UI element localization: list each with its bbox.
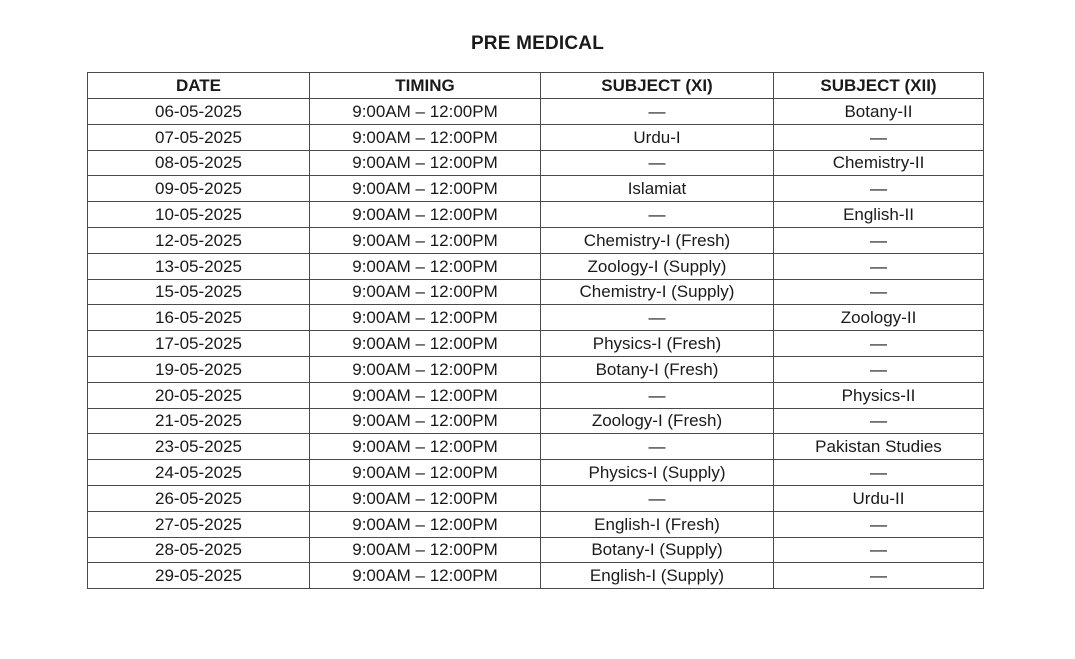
subject-xii-cell: Zoology-II bbox=[774, 305, 984, 331]
subject-xii-cell: — bbox=[774, 279, 984, 305]
subject-xi-cell: — bbox=[541, 150, 774, 176]
subject-xii-cell: — bbox=[774, 356, 984, 382]
header-timing: TIMING bbox=[310, 73, 541, 99]
subject-xi-cell: Zoology-I (Fresh) bbox=[541, 408, 774, 434]
timing-cell: 9:00AM – 12:00PM bbox=[310, 253, 541, 279]
date-cell: 21-05-2025 bbox=[88, 408, 310, 434]
timing-cell: 9:00AM – 12:00PM bbox=[310, 563, 541, 589]
header-subject-xi: SUBJECT (XI) bbox=[541, 73, 774, 99]
subject-xi-cell: — bbox=[541, 485, 774, 511]
timing-cell: 9:00AM – 12:00PM bbox=[310, 434, 541, 460]
page-title: PRE MEDICAL bbox=[470, 33, 605, 54]
timing-cell: 9:00AM – 12:00PM bbox=[310, 537, 541, 563]
table-row bbox=[88, 382, 984, 408]
timing-cell: 9:00AM – 12:00PM bbox=[310, 202, 541, 228]
subject-xi-cell: — bbox=[541, 434, 774, 460]
header-subject-xii: SUBJECT (XII) bbox=[774, 73, 984, 99]
date-cell: 26-05-2025 bbox=[88, 485, 310, 511]
subject-xi-cell: — bbox=[541, 382, 774, 408]
date-cell: 17-05-2025 bbox=[88, 331, 310, 357]
subject-xi-cell: Physics-I (Supply) bbox=[541, 460, 774, 486]
subject-xii-cell: — bbox=[774, 253, 984, 279]
subject-xi-cell: Islamiat bbox=[541, 176, 774, 202]
date-cell: 13-05-2025 bbox=[88, 253, 310, 279]
subject-xii-cell: — bbox=[774, 563, 984, 589]
timing-cell: 9:00AM – 12:00PM bbox=[310, 331, 541, 357]
subject-xii-cell: — bbox=[774, 227, 984, 253]
date-cell: 07-05-2025 bbox=[88, 124, 310, 150]
date-cell: 19-05-2025 bbox=[88, 356, 310, 382]
subject-xi-cell: Chemistry-I (Fresh) bbox=[541, 227, 774, 253]
header-row bbox=[88, 73, 984, 99]
subject-xi-cell: — bbox=[541, 305, 774, 331]
timing-cell: 9:00AM – 12:00PM bbox=[310, 279, 541, 305]
subject-xii-cell: — bbox=[774, 408, 984, 434]
timing-cell: 9:00AM – 12:00PM bbox=[310, 150, 541, 176]
table-row bbox=[88, 356, 984, 382]
date-cell: 10-05-2025 bbox=[88, 202, 310, 228]
date-cell: 09-05-2025 bbox=[88, 176, 310, 202]
subject-xii-cell: — bbox=[774, 537, 984, 563]
header-date: DATE bbox=[88, 73, 310, 99]
timing-cell: 9:00AM – 12:00PM bbox=[310, 124, 541, 150]
date-cell: 24-05-2025 bbox=[88, 460, 310, 486]
subject-xii-cell: — bbox=[774, 124, 984, 150]
subject-xii-cell: — bbox=[774, 511, 984, 537]
subject-xii-cell: — bbox=[774, 331, 984, 357]
subject-xii-cell: Urdu-II bbox=[774, 485, 984, 511]
date-cell: 29-05-2025 bbox=[88, 563, 310, 589]
date-cell: 27-05-2025 bbox=[88, 511, 310, 537]
subject-xi-cell: Zoology-I (Supply) bbox=[541, 253, 774, 279]
date-cell: 15-05-2025 bbox=[88, 279, 310, 305]
subject-xi-cell: Physics-I (Fresh) bbox=[541, 331, 774, 357]
date-cell: 08-05-2025 bbox=[88, 150, 310, 176]
subject-xi-cell: Botany-I (Fresh) bbox=[541, 356, 774, 382]
exam-schedule-table bbox=[87, 72, 984, 589]
table-row bbox=[88, 331, 984, 357]
subject-xi-cell: — bbox=[541, 202, 774, 228]
date-cell: 20-05-2025 bbox=[88, 382, 310, 408]
table-row bbox=[88, 253, 984, 279]
table-body bbox=[88, 99, 984, 589]
table-row bbox=[88, 99, 984, 125]
timing-cell: 9:00AM – 12:00PM bbox=[310, 305, 541, 331]
table-row bbox=[88, 537, 984, 563]
timing-cell: 9:00AM – 12:00PM bbox=[310, 99, 541, 125]
table-row bbox=[88, 434, 984, 460]
subject-xi-cell: — bbox=[541, 99, 774, 125]
timing-cell: 9:00AM – 12:00PM bbox=[310, 382, 541, 408]
table-row bbox=[88, 485, 984, 511]
subject-xi-cell: Chemistry-I (Supply) bbox=[541, 279, 774, 305]
table-row bbox=[88, 305, 984, 331]
subject-xii-cell: Physics-II bbox=[774, 382, 984, 408]
table-row bbox=[88, 202, 984, 228]
subject-xi-cell: English-I (Fresh) bbox=[541, 511, 774, 537]
table-row bbox=[88, 511, 984, 537]
table-row bbox=[88, 227, 984, 253]
subject-xi-cell: Urdu-I bbox=[541, 124, 774, 150]
date-cell: 12-05-2025 bbox=[88, 227, 310, 253]
subject-xii-cell: — bbox=[774, 460, 984, 486]
date-cell: 28-05-2025 bbox=[88, 537, 310, 563]
date-cell: 16-05-2025 bbox=[88, 305, 310, 331]
date-cell: 23-05-2025 bbox=[88, 434, 310, 460]
subject-xii-cell: English-II bbox=[774, 202, 984, 228]
table-row bbox=[88, 563, 984, 589]
table-row bbox=[88, 124, 984, 150]
timing-cell: 9:00AM – 12:00PM bbox=[310, 356, 541, 382]
timing-cell: 9:00AM – 12:00PM bbox=[310, 511, 541, 537]
timing-cell: 9:00AM – 12:00PM bbox=[310, 485, 541, 511]
subject-xii-cell: Chemistry-II bbox=[774, 150, 984, 176]
table-row bbox=[88, 176, 984, 202]
subject-xii-cell: Botany-II bbox=[774, 99, 984, 125]
subject-xii-cell: Pakistan Studies bbox=[774, 434, 984, 460]
subject-xii-cell: — bbox=[774, 176, 984, 202]
table-row bbox=[88, 279, 984, 305]
table-row bbox=[88, 460, 984, 486]
date-cell: 06-05-2025 bbox=[88, 99, 310, 125]
timing-cell: 9:00AM – 12:00PM bbox=[310, 227, 541, 253]
timing-cell: 9:00AM – 12:00PM bbox=[310, 408, 541, 434]
timing-cell: 9:00AM – 12:00PM bbox=[310, 176, 541, 202]
table-row bbox=[88, 150, 984, 176]
timing-cell: 9:00AM – 12:00PM bbox=[310, 460, 541, 486]
table-row bbox=[88, 408, 984, 434]
subject-xi-cell: English-I (Supply) bbox=[541, 563, 774, 589]
table-header bbox=[88, 73, 984, 99]
subject-xi-cell: Botany-I (Supply) bbox=[541, 537, 774, 563]
